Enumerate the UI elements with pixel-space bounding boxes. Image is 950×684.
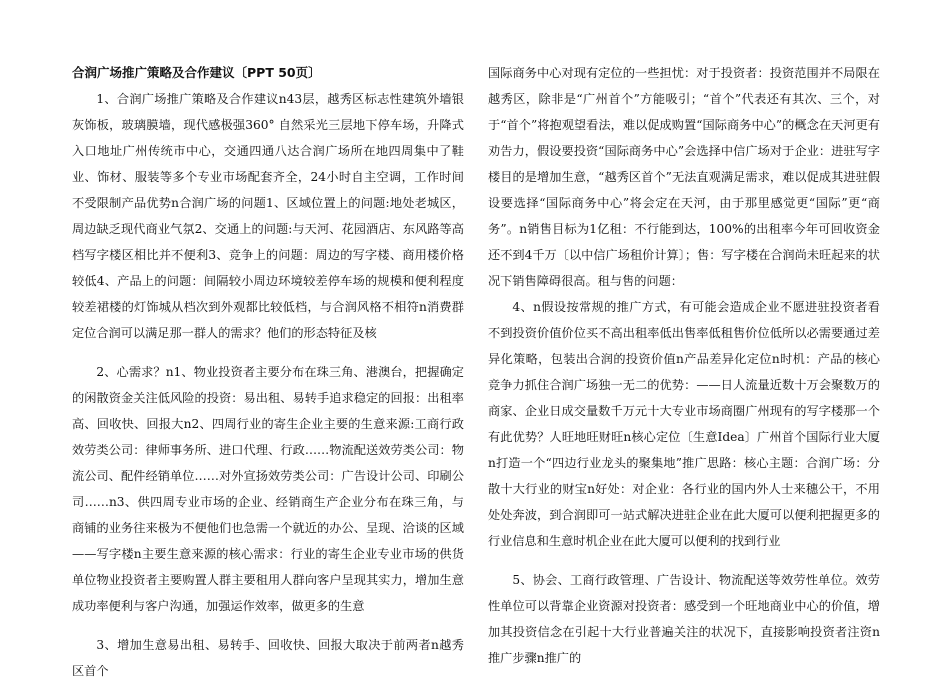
paragraph-2: 2、心需求？n1、物业投资者主要分布在珠三角、港澳台，把握确定的闲散资金关注低风险的投资：易出租、易转手追求稳定的回报：出租率高、回收快、回报大n2、四周行业的寄生企业主要的生意来源:工商行政效劳类公司：律师事务所、进口代理、行政……物流配送效劳类公司：物流公司、配件经销单位……对外宣扬效劳类公司：广告设计公司、印刷公司……n3、供四周专业市场的企业、经销商生产企业分布在珠三角，与商铺的业务往来极为不便他们也急需一个就近的办公、呈现、洽谈的区域——写字楼n主要生意来源的核心需求：行业的寄生企业专业市场的供货单位物业投资者主要购置人群主要租用人群向客户呈现其实力，增加生意成功率便利与客户沟通，加强运作效率，做更多的生意 xyxy=(72,365,464,613)
document-title: 合润广场推广策略及合作建议〔PPT 50页〕 xyxy=(72,65,321,80)
paragraph-3: 3、增加生意易出租、易转手、回收快、回报大取决于前两者n越秀区首个 xyxy=(72,638,464,678)
paragraph-1: 1、合润广场推广策略及合作建议n43层，越秀区标志性建筑外墙银灰饰板，玻璃膜墙，现代感极强360° 自然采光三层地下停车场，升降式入口地址广州传统市中心，交通四通八达合润广场所在地四周集中了鞋业、饰材、服装等多个专业市场配套齐全，24小时自主空调，工作时间不受限制产品优势n合润广场的问题1、区域位置上的问题:地处老城区，周边缺乏现代商业气氛2、交通上的问题:与天河、花园酒店、东风路等高档写字楼区相比并不便利3、竞争上的问题：周边的写字楼、商用楼价格较低4、产品上的问题：间隔较小周边环境较差停车场的规模和便利程度较差裙楼的灯饰城从档次到外观都比较低档，与合润风格不相符n消费群定位合润可以满足那一群人的需求？他们的形态特征及核 xyxy=(72,92,464,340)
right-column xyxy=(488,60,880,671)
paragraph-4: 4、n假设按常规的推广方式，有可能会造成企业不愿进驻投资者看不到投资价值价位买不高出租率低出售率低租售价位低所以必需要通过差异化策略，包装出合润的投资价值n产品差异化定位n时机：产品的核心竞争力抓住合润广场独一无二的优势：——日人流量近数十万会聚数万的商家、企业日成交量数千万元十大专业市场商圈广州现有的写字楼那一个有此优势？人旺地旺财旺n核心定位〔生意Idea〕广州首个国际行业大厦n打造一个“四边行业龙头的聚集地”推广思路：核心主题：合润广场：分散十大行业的财宝n好处：对企业：各行业的国内外人士来穗公干，不用处处奔波，到合润即可一站式解决进驻企业在此大厦可以便利把握更多的行业信息和生意时机企业在此大厦可以便利的找到行业 xyxy=(488,300,880,548)
left-column xyxy=(72,60,464,684)
paragraph-5: 5、协会、工商行政管理、广告设计、物流配送等效劳性单位。效劳性单位可以背靠企业资源对投资者：感受到一个旺地商业中心的价值，增加其投资信念在引起十大行业普遍关注的状况下，直接影响投资者注资n推广步骤n推广的 xyxy=(488,573,880,665)
paragraph-3-continued: 国际商务中心对现有定位的一些担忧：对于投资者：投资范围并不局限在越秀区，除非是“广州首个”方能吸引；“首个”代表还有其次、三个，对于“首个”将抱观望看法，难以促成购置“国际商务中心”的概念在天河更有劝告力，假设要投资“国际商务中心”会选择中信广场对于企业：进驻写字楼目的是增加生意，“越秀区首个”无法直观满足需求，难以促成其进驻假设要选择“国际商务中心”将会定在天河，由于那里感觉更“国际”更“商务”。n销售目标为1亿租：不行能到达，100%的出租率今年可回收资金还不到4千万〔以中信广场租价计算〕；售：写字楼在合润尚未旺起来的状况下销售障碍很高。租与售的问题： xyxy=(488,66,880,288)
